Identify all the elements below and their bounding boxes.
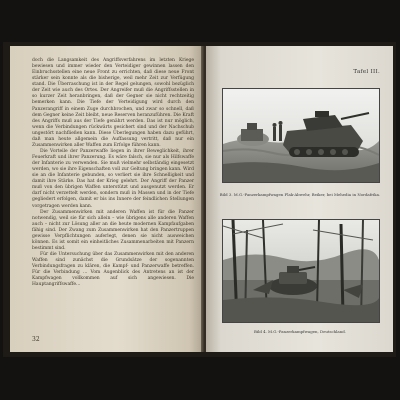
- plate-label: Tafel III.: [353, 69, 380, 75]
- paragraph: Die Vorteile der Panzerwaffe liegen in ihrer Beweglichkeit, ihrer Feuerkraft und ihrer Panzerung. Es wäre falsch, sie nur als Hilfswaffe der Infanterie zu verwenden. Sie muß vielmehr selbständig eingesetzt werden, wo sie ihre Eigenschaften voll zur Geltung bringen kann. Wird sie an die Infanterie gebunden, so verliert sie ihre Schnelligkeit und damit ihre Stärke. Das hat der Krieg gelehrt. Der Angriff der Panzer muß von den übrigen Waffen unterstützt und ausgenutzt werden. Er darf nicht verzettelt werden, sondern muß in Massen und in der Tiefe gegliedert erfolgen, damit er bis ins Innere der feindlichen Stellungen vorgetragen werden kann.: [32, 148, 194, 209]
- page-number: 32: [32, 336, 40, 343]
- paragraph: Der Zusammenwirken mit anderen Waffen ist für die Panzer notwendig, weil sie für sich allein – wie übrigens alle anderen Waffen auch – nicht zur Lösung aller an die heute modernen Kampfaufgaben fähig sind. Der Zwang zum Zusammenwirken hat den Panzertruppen gewisse Verpflichtungen auferlegt, denen sie nicht ausweichen können. Es ist somit ein einheitliches Zusammenarbeiten mit Panzern bestimmt sind.: [32, 209, 194, 251]
- paragraph: doch die Langsamkeit des Angriffsverfahrens im letzten Kriege bewiesen und immer wieder den Verteidiger gewinnen lassen den Einbruchsstellen eine neue Front zu errichten, daß diese neue Front stärker sein konnte als die bisherige, weil mehr Zeit zur Verfügung stand. Die Überraschung ist in der Regel gelungen, sowohl bezüglich der Zeit wie auch des Ortes. Der Angreifer muß die Angriffsstellen in so kurzer Zeit heranbringen, daß der Gegner sie nicht rechtzeitig bemerken kann. Die Tiefe der Verteidigung wird durch den Panzerangriff in einem Zuge durchbrochen, und zwar so schnell, daß dem Gegner keine Zeit bleibt, neue Reserven heranzuführen. Die Kraft des Angriffs muß aus der Tiefe genährt werden. Das ist nur möglich, wenn die Verbindungen rückwärts gesichert sind und der Nachschub ungestört nachfließen kann. Diese Überlegungen haben dazu geführt, daß man heute allgemein die Auffassung vertritt, daß nur ein Zusammenwirken aller Waffen zum Erfolge führen kann.: [32, 58, 194, 148]
- photo-tank-forest: [222, 219, 380, 323]
- photo-caption: Bild 4. M.G.-Panzerkampfwagen, Deutschland.: [254, 329, 346, 334]
- paragraph: Für die Untersuchung über das Zusammenwirken mit den anderen Waffen sind zunächst die Grundsätze der sogenannten Verbindungsfragen zu klären, die Kampf- und Panzerwaffe betreffen. Für die Verbindung ... Vom Augenblick des Antretens an ist der Kampfwagen vollkommen auf sich angewiesen. Die Hauptangriffswaffe...: [32, 252, 194, 288]
- left-page-text: [32, 58, 194, 288]
- photo-tank-desert: [222, 88, 380, 183]
- right-page: [206, 46, 393, 352]
- left-page: [10, 46, 205, 352]
- photo-caption: Bild 3. M.G.-Panzerkampfwagen Flak-Abwehr, Beiker, bei Mehedia in Nordafrika.: [219, 192, 381, 197]
